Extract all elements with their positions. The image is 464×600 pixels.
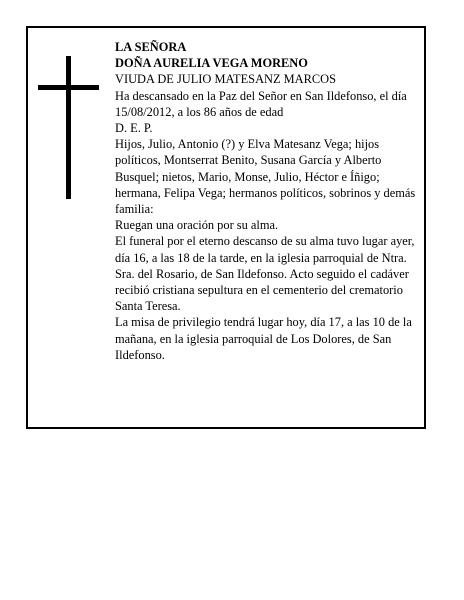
cross-vertical-bar [66,56,71,199]
obituary-text [115,39,423,363]
dep-line: D. E. P. [115,121,153,136]
obituary-title: LA SEÑORA [115,40,187,54]
cross-horizontal-bar [38,85,99,90]
deceased-name: DOÑA AURELIA VEGA MORENO [115,56,308,71]
funeral-details: El funeral por el eterno descanso de su alma tuvo lugar ayer, día 16, a las 18 de la tarde, en la iglesia parroquial de Ntra. Sra. del Rosario, de San Ildefonso. Acto seguido el cadáver recibió cristiana sepultura en el cementerio del crematorio Santa Teresa. [115,234,415,314]
obituary-notice [26,26,426,429]
death-notice: Ha descansado en la Paz del Señor en San Ildefonso, el día 15/08/2012, a los 86 años de edad [115,88,407,119]
family-list: Hijos, Julio, Antonio (?) y Elva Matesanz Vega; hijos políticos, Montserrat Benito, Susana García y Alberto Busquel; nietos, Mario, Monse, Julio, Héctor e Íñigo; hermana, Felipa Vega; hermanos políticos, sobrinos y demás familia: [115,137,416,217]
prayer-request: Ruegan una oración por su alma. [115,218,279,233]
widow-line: VIUDA DE JULIO MATESANZ MARCOS [115,72,336,87]
mass-details: La misa de privilegio tendrá lugar hoy, día 17, a las 10 de la mañana, en la iglesia parroquial de Los Dolores, de San Ildefonso. [115,315,412,362]
